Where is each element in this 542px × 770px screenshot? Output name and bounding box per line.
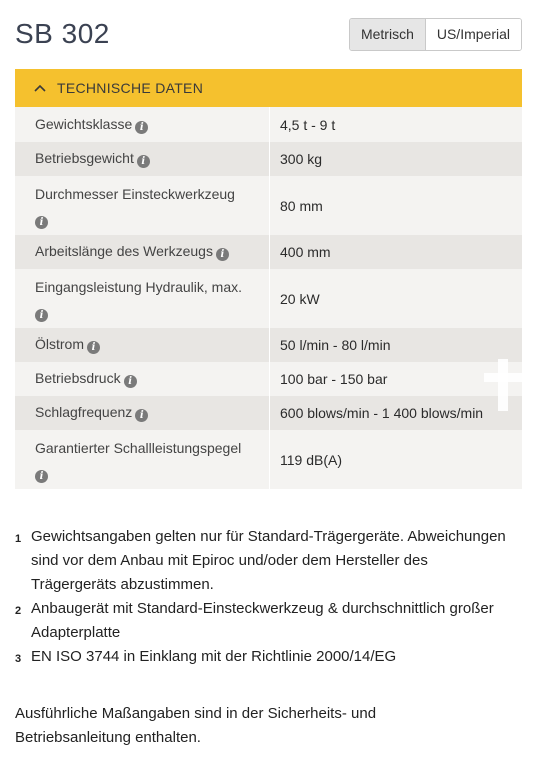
info-icon[interactable]: i (35, 470, 48, 483)
footnote-number: 3 (15, 653, 22, 665)
footnote-number: 1 (15, 533, 22, 545)
spec-value: 119 dB(A) (270, 430, 523, 489)
table-row (15, 362, 522, 396)
footnote-text: EN ISO 3744 in Einklang mit der Richtlinie 2000/14/EG (31, 648, 397, 665)
technical-data-panel (15, 69, 522, 489)
spec-value: 600 blows/min - 1 400 blows/min (270, 396, 523, 430)
manual-note: Ausführliche Maßangaben sind in der Sicherheits- und Betriebsanleitung enthalten. (15, 705, 377, 746)
technical-data-toggle[interactable] (15, 69, 522, 107)
footnote-item (15, 525, 515, 597)
table-row (15, 235, 522, 269)
info-icon[interactable]: i (35, 309, 48, 322)
spec-label: Schlagfrequenz i (15, 396, 270, 430)
footnote-text: Anbaugerät mit Standard-Einsteckwerkzeug & durchschnittlich großer Adapterplatte (31, 600, 494, 641)
info-icon[interactable]: i (87, 341, 100, 354)
footnote-text: Gewichtsangaben gelten nur für Standard-Trägergeräte. Abweichungen sind vor dem Anbau mit Epiroc und/oder dem Hersteller des Trägergeräts abzustimmen. (31, 528, 506, 593)
info-icon[interactable]: i (135, 121, 148, 134)
footnote-item (15, 597, 515, 645)
table-row (15, 430, 522, 489)
info-icon[interactable]: i (216, 248, 229, 261)
page-title: SB 302 (15, 18, 110, 49)
table-row (15, 396, 522, 430)
spec-value: 20 kW (270, 269, 523, 328)
footnote-item (15, 645, 515, 671)
table-row (15, 142, 522, 176)
table-row (15, 107, 522, 142)
spec-label: Garantierter Schallleistungspegel i (35, 439, 242, 482)
spec-value: 50 l/min - 80 l/min (270, 328, 523, 362)
info-icon[interactable]: i (124, 375, 137, 388)
spec-label: Eingangsleistung Hydraulik, max. i (35, 278, 242, 321)
spec-value: 300 kg (270, 142, 523, 176)
footnote-number: 2 (15, 605, 22, 617)
unit-toggle (349, 18, 522, 51)
metric-unit-button[interactable]: Metrisch (350, 19, 426, 50)
info-icon[interactable]: i (35, 216, 48, 229)
spec-label: Gewichtsklasse i (15, 107, 270, 142)
background-mark (480, 355, 525, 415)
spec-label: Ölstrom i (15, 328, 270, 362)
spec-label: Arbeitslänge des Werkzeugs i (15, 235, 270, 269)
footnotes (15, 525, 515, 671)
spec-value: 100 bar - 150 bar (270, 362, 523, 396)
chevron-up-icon (32, 80, 48, 96)
info-icon[interactable]: i (137, 155, 150, 168)
info-icon[interactable]: i (135, 409, 148, 422)
table-row (15, 328, 522, 362)
spec-value: 4,5 t - 9 t (270, 107, 523, 142)
spec-label: Betriebsgewicht i (15, 142, 270, 176)
imperial-unit-button[interactable]: US/Imperial (426, 19, 521, 50)
spec-value: 80 mm (270, 176, 523, 235)
spec-label: Durchmesser Einsteckwerkzeug i (35, 185, 235, 228)
spec-label: Betriebsdruck i (15, 362, 270, 396)
page-header (15, 16, 522, 56)
panel-title: TECHNISCHE DATEN (57, 80, 204, 96)
table-row (15, 269, 522, 328)
table-row (15, 176, 522, 235)
specs-table (15, 107, 522, 489)
spec-value: 400 mm (270, 235, 523, 269)
